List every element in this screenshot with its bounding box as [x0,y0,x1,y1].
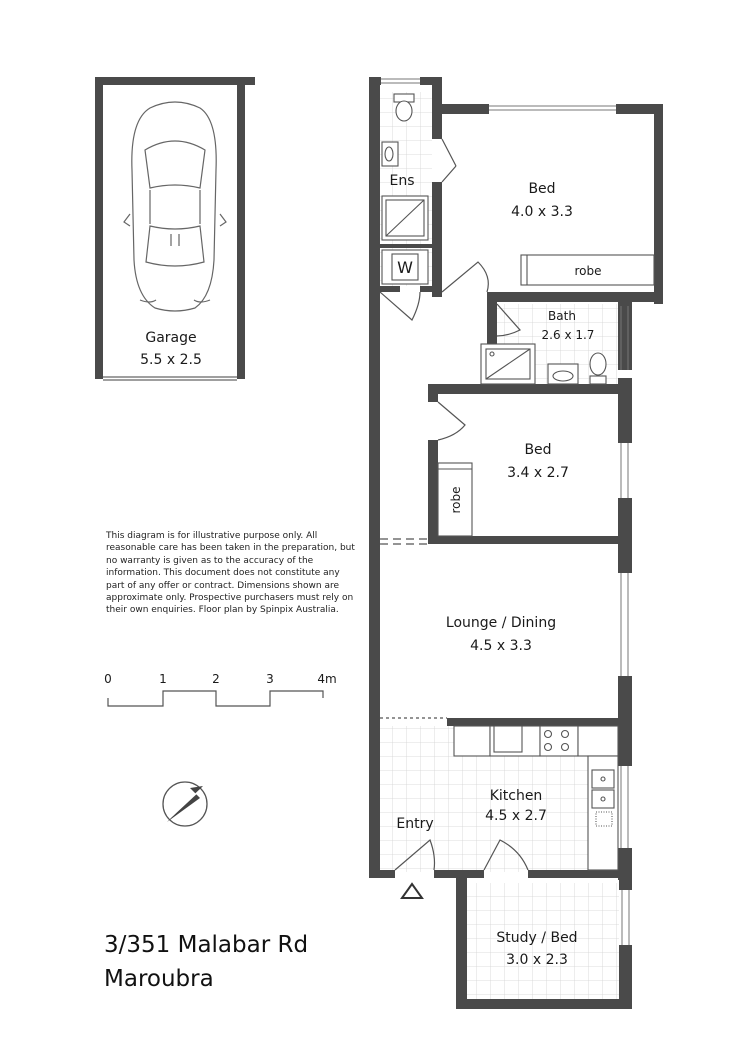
car-icon [124,102,226,311]
study-dimensions: 3.0 x 2.3 [506,952,568,968]
scale-label-1: 1 [159,672,167,686]
scale-bar [104,672,336,706]
scale-label-3: 3 [266,672,274,686]
garage-dimensions: 5.5 x 2.5 [140,352,202,368]
bed1-label: Bed [528,181,556,197]
study-label: Study / Bed [496,930,578,946]
bed1-dimensions: 4.0 x 3.3 [511,204,573,220]
shower-icon [382,196,428,240]
bath-dimensions: 2.6 x 1.7 [541,328,595,342]
entry-marker [402,884,422,898]
garage-label: Garage [145,330,197,346]
kitchen-dimensions: 4.5 x 2.7 [485,808,547,824]
lounge-dimensions: 4.5 x 3.3 [470,638,532,654]
bed1-robe-label: robe [574,264,602,278]
bed2-label: Bed [524,442,552,458]
scale-label-4: 4m [317,672,337,686]
address-line-2: Maroubra [104,966,214,992]
property-address [104,928,308,996]
lounge-label: Lounge / Dining [445,615,557,631]
bed2-dimensions: 3.4 x 2.7 [507,465,569,481]
scale-label-2: 2 [212,672,220,686]
cooktop-icon [540,726,578,756]
address-line-1: 3/351 Malabar Rd [104,932,309,958]
north-arrow-icon [163,782,207,826]
bath-basin-icon [548,364,578,384]
basin-icon [382,142,398,166]
disclaimer-text: This diagram is for illustrative purpose only. All reasonable care has been taken in the preparation, but no warranty is given as to the accuracy of the information. This document does not constitute any part of any offer or contract. Dimensions shown are approximate only. Prospective purchasers must rely on their own enquiries. Floor plan by Spinpix Australia. [106,531,355,616]
kitchen-label: Kitchen [489,788,543,804]
bath-label: Bath [548,309,576,323]
bath-shower-icon [481,344,535,384]
toilet-icon [394,94,414,121]
wardrobe-label: W [397,258,413,277]
bed2-robe-label: robe [449,486,463,514]
bath-toilet-icon [590,353,606,384]
entry-label: Entry [396,816,434,832]
kitchen-cupboard [454,726,490,756]
ensuite-label: Ens [389,173,415,189]
scale-label-0: 0 [104,672,112,686]
